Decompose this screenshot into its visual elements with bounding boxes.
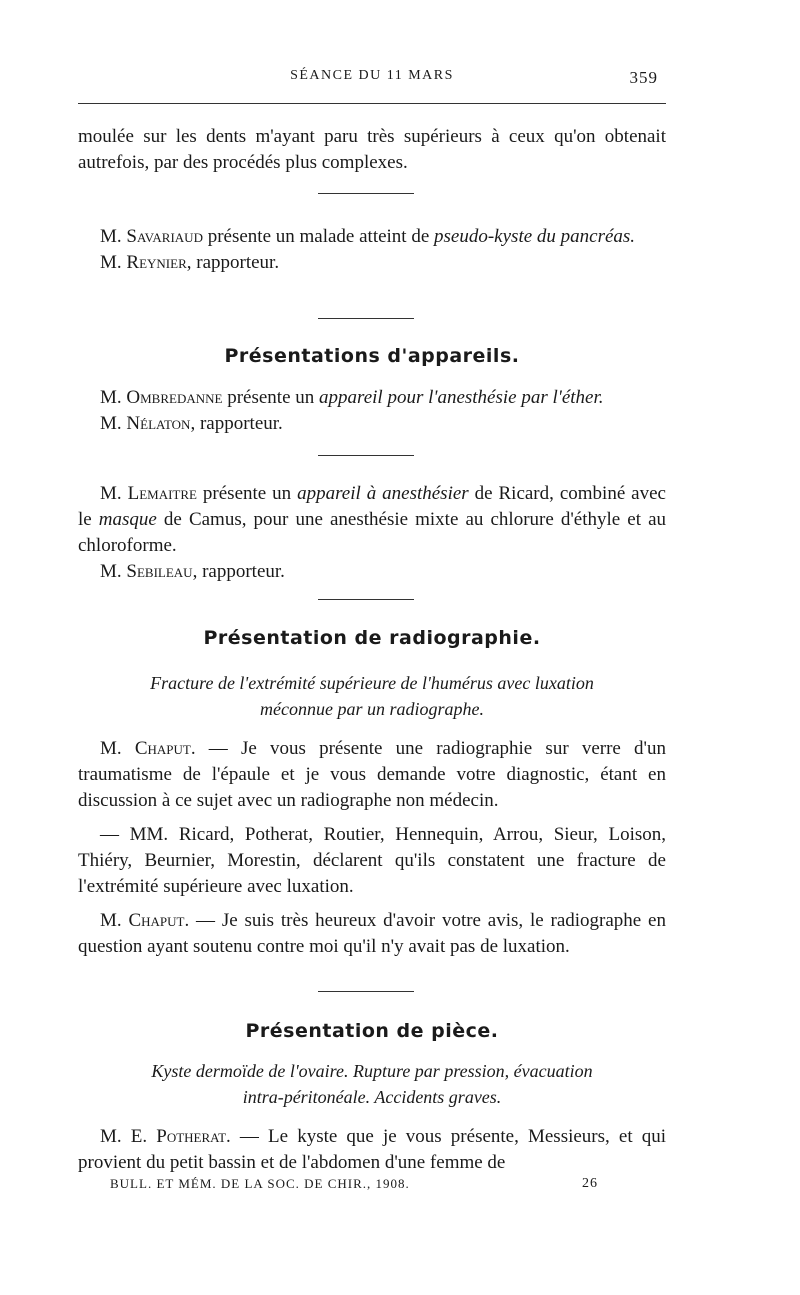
- lemaitre-paragraph: [78, 481, 666, 559]
- savariaud-entry: [78, 224, 666, 276]
- response-paragraph: — MM. Ricard, Potherat, Routier, Hennequin, Arrou, Sieur, Loison, Thiéry, Beurnier, Morestin, déclarent qu'ils constatent une fracture de l'extrémité supérieure avec luxation.: [78, 824, 666, 897]
- separator-rule: [318, 599, 414, 600]
- header-rule: [78, 103, 666, 104]
- entry-text: présente un malade atteint de: [202, 226, 435, 247]
- reporter-text: , rapporteur.: [190, 413, 283, 434]
- title-m: M. E.: [100, 1126, 157, 1147]
- entry-text: présente un: [222, 387, 320, 408]
- entry-text: . — Je vous présente une radiographie sur verre d'un traumatisme de l'épaule et je vous demande votre diagnostic, étant en discussion à ce sujet avec un radiographe non médecin.: [78, 738, 666, 811]
- lemaitre-entry: [78, 481, 666, 585]
- piece-subtitle: [78, 1058, 666, 1110]
- ombredanne-paragraph: [78, 385, 666, 411]
- reporter-line: [78, 559, 666, 585]
- author-name: Potherat: [156, 1126, 227, 1147]
- chaput-paragraph: [78, 908, 666, 960]
- author-name: Ombredanne: [126, 387, 223, 408]
- running-header: [78, 68, 666, 92]
- radiographie-subtitle: [78, 670, 666, 722]
- title-m: M.: [100, 387, 127, 408]
- reporter-name: Nélaton: [126, 413, 191, 434]
- reporter-line: [78, 411, 666, 437]
- chaput-entry-1: [78, 736, 666, 814]
- title-m: M.: [100, 252, 127, 273]
- author-name: Chaput: [134, 738, 191, 759]
- signature-mark: 26: [582, 1176, 598, 1191]
- title-m: M.: [100, 226, 127, 247]
- entry-italic: appareil pour l'anesthésie par l'éther.: [319, 387, 604, 408]
- separator-rule: [318, 193, 414, 194]
- entry-text: de Camus, pour une anesthésie mixte au chlorure d'éthyle et au chloroforme.: [78, 509, 666, 556]
- savariaud-paragraph: [78, 224, 666, 250]
- section-heading: Présentation de pièce.: [245, 1020, 499, 1042]
- reporter-line: [78, 250, 666, 276]
- chaput-entry-2: [78, 908, 666, 960]
- subtitle-line: méconnue par un radiographe.: [260, 699, 484, 719]
- section-heading-appareils: [78, 345, 666, 367]
- entry-italic: pseudo-kyste du pancréas.: [434, 226, 636, 247]
- subtitle-line: intra-péritonéale. Accidents graves.: [242, 1087, 502, 1107]
- entry-italic: masque: [98, 509, 157, 530]
- header-title: SÉANCE DU 11 MARS: [290, 68, 454, 83]
- section-heading: Présentation de radiographie.: [203, 627, 541, 649]
- continuation-paragraph: [78, 124, 666, 176]
- paragraph-text: moulée sur les dents m'ayant paru très supérieurs à ceux qu'on obtenait autrefois, par des procédés plus complexes.: [78, 126, 666, 173]
- subtitle-line: Fracture de l'extrémité supérieure de l'humérus avec luxation: [150, 673, 594, 693]
- title-m: M.: [100, 738, 135, 759]
- reporter-text: , rapporteur.: [192, 561, 285, 582]
- entry-italic: appareil à anesthésier: [297, 483, 469, 504]
- response-entry: [78, 822, 666, 900]
- separator-rule: [318, 991, 414, 992]
- separator-rule: [318, 318, 414, 319]
- journal-reference: BULL. ET MÉM. DE LA SOC. DE CHIR., 1908.: [110, 1176, 410, 1191]
- reporter-text: , rapporteur.: [186, 252, 280, 273]
- entry-text: . — Je suis très heureux d'avoir votre avis, le radiographe en question ayant soutenu contre moi qu'il n'y avait pas de luxation.: [78, 910, 666, 957]
- ombredanne-entry: [78, 385, 666, 437]
- subtitle-line: Kyste dermoïde de l'ovaire. Rupture par pression, évacuation: [151, 1061, 593, 1081]
- author-name: Chaput: [128, 910, 185, 931]
- section-heading-radiographie: [78, 627, 666, 649]
- section-heading-piece: [78, 1020, 666, 1042]
- section-heading: Présentations d'appareils.: [224, 345, 520, 367]
- entry-text: . — Le kyste que je vous présente, Messieurs, et qui provient du petit bassin et de l'abdomen d'une femme de: [78, 1126, 667, 1173]
- title-m: M.: [100, 910, 129, 931]
- separator-rule: [318, 455, 414, 456]
- potherat-entry: [78, 1124, 666, 1176]
- title-m: M.: [100, 483, 128, 504]
- title-m: M.: [100, 413, 127, 434]
- entry-text: présente un: [196, 483, 298, 504]
- author-name: Savariaud: [126, 226, 203, 247]
- potherat-paragraph: [78, 1124, 666, 1176]
- author-name: Lemaitre: [127, 483, 197, 504]
- page-number: 359: [629, 68, 658, 87]
- title-m: M.: [100, 561, 127, 582]
- entry-text: de Ricard, combiné avec le: [78, 483, 666, 530]
- chaput-paragraph: [78, 736, 666, 814]
- reporter-name: Reynier: [126, 252, 187, 273]
- reporter-name: Sebileau: [126, 561, 193, 582]
